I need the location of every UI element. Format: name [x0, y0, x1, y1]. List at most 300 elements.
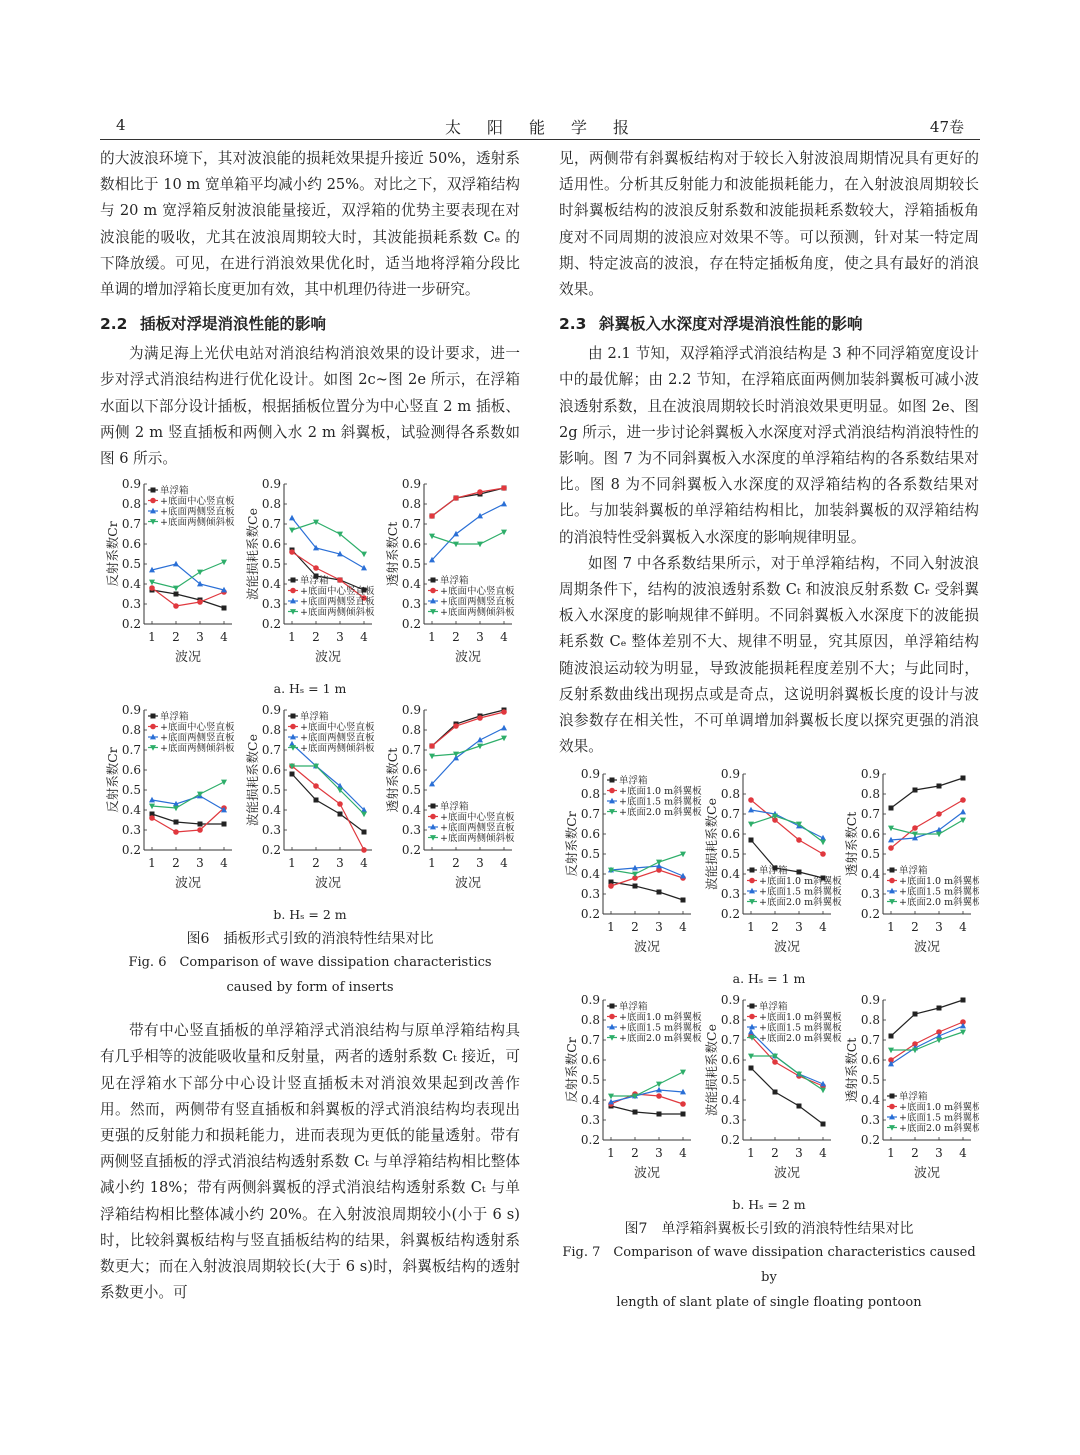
legend-marker: [430, 588, 436, 594]
data-point-s1-1: [749, 1066, 754, 1071]
panel-3: [385, 703, 515, 891]
legend-marker: [890, 868, 895, 873]
chart-fig7b: [559, 992, 979, 1192]
data-point-s1-1: [290, 772, 295, 777]
y-tick-label: 0.3: [401, 823, 421, 838]
paragraph-intro: 的大波浪环境下，其对波浪能的损耗效果提升接近 50%，透射系数相比于 10 m 宽单箱平均减小约 25%。对比之下，双浮箱结构与 20 m 宽浮箱反射波浪能量接近，双浮箱的优势主要表现在对波浪能的吸收，尤其在波浪周期较大时，其波能损耗系数 Cₑ 的下降放缓。可见，在进行消浪效果优化时，适当地将浮箱分段比单调的增加浮箱长度更加有效，其中机理仍待进一步研究。: [100, 150, 520, 299]
legend-label: 单浮箱: [619, 1001, 648, 1013]
data-point-s2-4: [820, 852, 826, 858]
series-line-2: [152, 808, 224, 832]
data-point-s2-4: [960, 798, 966, 804]
legend-marker: [609, 788, 615, 794]
y-tick-label: 0.3: [261, 597, 281, 612]
y-axis-label: 透射系数Ct: [844, 812, 859, 877]
y-tick-label: 0.4: [401, 803, 421, 818]
data-point-s1-4: [681, 898, 686, 903]
data-point-s4-4: [820, 840, 826, 846]
y-tick-label: 0.2: [261, 617, 281, 632]
series-line-3: [432, 504, 504, 560]
data-point-s4-1: [429, 754, 435, 760]
legend-label: 单浮箱: [619, 775, 648, 787]
data-point-s1-3: [338, 812, 343, 817]
legend-marker: [151, 714, 156, 719]
x-tick-label: 3: [336, 630, 344, 645]
data-point-s4-2: [173, 586, 179, 592]
legend-label: +底面两侧倾斜板: [440, 833, 515, 845]
data-point-s2-2: [772, 1060, 778, 1066]
legend-label: +底面1.5 m斜翼板: [899, 886, 979, 898]
left-column: [100, 146, 520, 1306]
legend: [288, 711, 375, 755]
y-tick-label: 0.7: [580, 807, 600, 822]
y-tick-label: 0.8: [720, 787, 740, 802]
y-tick-label: 0.7: [860, 1033, 880, 1048]
series-line-4: [152, 562, 224, 588]
data-point-s1-2: [633, 1110, 638, 1115]
y-axis-label: 反射系数Cr: [564, 811, 579, 878]
data-point-s1-1: [749, 838, 754, 843]
y-tick-label: 0.2: [401, 843, 421, 858]
y-tick-label: 0.6: [580, 1053, 600, 1068]
x-tick-label: 2: [771, 920, 779, 935]
legend-label: +底面1.0 m斜翼板: [899, 1102, 979, 1114]
x-tick-label: 3: [795, 1146, 803, 1161]
y-tick-label: 0.5: [580, 847, 600, 862]
data-point-s2-4: [361, 847, 367, 853]
legend-marker: [749, 1014, 755, 1020]
y-tick-label: 0.7: [720, 807, 740, 822]
x-tick-label: 2: [452, 856, 460, 871]
y-tick-label: 0.6: [401, 537, 421, 552]
legend-marker: [150, 724, 156, 730]
y-tick-label: 0.3: [121, 823, 141, 838]
y-tick-label: 0.4: [121, 577, 141, 592]
y-tick-label: 0.2: [720, 1133, 740, 1148]
data-point-s2-3: [936, 812, 942, 818]
chart-fig6b: [100, 702, 520, 902]
y-tick-label: 0.8: [720, 1013, 740, 1028]
y-tick-label: 0.3: [580, 1113, 600, 1128]
series-line-3: [152, 796, 224, 810]
y-tick-label: 0.5: [860, 847, 880, 862]
series-line-4: [432, 738, 504, 756]
data-point-s2-3: [656, 1094, 662, 1100]
panel-3: [844, 993, 979, 1181]
series-line-3: [292, 518, 364, 568]
data-point-s3-2: [453, 531, 459, 537]
x-tick-label: 2: [172, 856, 180, 871]
y-tick-label: 0.2: [860, 907, 880, 922]
y-tick-label: 0.6: [720, 1053, 740, 1068]
legend-label: 单浮箱: [899, 865, 928, 877]
fig6-subcaption-b: b. Hₛ = 2 m: [273, 907, 347, 923]
legend-label: +底面两侧倾斜板: [300, 607, 375, 619]
legend-label: 单浮箱: [759, 865, 788, 877]
y-tick-label: 0.9: [401, 477, 421, 492]
data-point-s2-2: [453, 723, 459, 729]
data-point-s1-2: [174, 592, 179, 597]
y-tick-label: 0.6: [860, 1053, 880, 1068]
legend: [887, 865, 979, 909]
data-point-s1-2: [773, 1090, 778, 1095]
x-tick-label: 1: [607, 920, 615, 935]
series-line-1: [432, 710, 504, 746]
legend-marker: [750, 868, 755, 873]
data-point-s2-1: [429, 743, 435, 749]
y-tick-label: 0.9: [261, 703, 281, 718]
data-point-s2-3: [197, 827, 203, 833]
y-tick-label: 0.9: [401, 703, 421, 718]
y-tick-label: 0.8: [860, 1013, 880, 1028]
data-point-s2-1: [748, 798, 754, 804]
x-tick-label: 2: [631, 1146, 639, 1161]
y-axis-label: 波能损耗系数Ce: [245, 734, 260, 827]
series-line-4: [891, 1032, 963, 1050]
figure-7: [559, 766, 979, 1315]
series-line-2: [432, 488, 504, 516]
legend: [148, 711, 235, 755]
y-tick-label: 0.2: [401, 617, 421, 632]
legend: [428, 575, 515, 619]
y-tick-label: 0.8: [261, 497, 281, 512]
y-tick-label: 0.5: [261, 783, 281, 798]
y-tick-label: 0.3: [401, 597, 421, 612]
paragraph-continued: 见，两侧带有斜翼板结构对于较长入射波浪周期情况具有更好的适用性。分析其反射能力和波能损耗能力，在入射波浪周期较长时斜翼板结构的波浪反射系数和波能损耗系数较大，浮箱插板角度对不同周期的波浪应对效果不等。可以预测，针对某一特定周期、特定波高的波浪，存在特定插板角度，使之具有最好的消浪效果。: [559, 150, 979, 299]
series-line-1: [751, 1068, 823, 1124]
volume-label: 47卷: [929, 118, 964, 136]
series-line-2: [891, 800, 963, 848]
legend-label: +底面1.0 m斜翼板: [759, 876, 842, 888]
data-point-s1-4: [362, 830, 367, 835]
data-point-s4-4: [820, 1088, 826, 1094]
y-tick-label: 0.6: [860, 827, 880, 842]
y-tick-label: 0.7: [401, 743, 421, 758]
y-tick-label: 0.9: [720, 767, 740, 782]
paragraph-2-3a: 由 2.1 节知，双浮箱浮式消浪结构是 3 种不同浮箱宽度设计中的最优解；由 2.2 节知，在浮箱底面两侧加装斜翼板可减小波浪透射系数，且在波浪周期较长时消浪效果更明显。如图 2e、图 2g 所示，进一步讨论斜翼板入水深度对浮式消浪结构消浪特性的影响。图 7 为不同斜翼板入水深度的单浮箱结构的各系数结果对比。图 8 为不同斜翼板入水深度的双浮箱结构的各系数结果对比。与加装斜翼板的单浮箱结构相比，加装斜翼板的双浮箱结构的消浪特性受斜翼板入水深度的影响规律明显。: [559, 345, 979, 546]
legend-marker: [889, 1104, 895, 1110]
y-tick-label: 0.8: [401, 497, 421, 512]
data-point-s3-1: [748, 807, 754, 813]
x-tick-label: 1: [887, 920, 895, 935]
data-point-s3-4: [361, 565, 367, 571]
series-line-4: [891, 820, 963, 834]
legend-label: 单浮箱: [899, 1091, 928, 1103]
y-tick-label: 0.4: [580, 1093, 600, 1108]
legend-label: +底面1.5 m斜翼板: [619, 1022, 702, 1034]
legend-label: +底面两侧倾斜板: [300, 743, 375, 755]
y-tick-label: 0.6: [580, 827, 600, 842]
x-tick-label: 4: [220, 856, 228, 871]
legend-marker: [431, 578, 436, 583]
y-tick-label: 0.5: [121, 557, 141, 572]
y-tick-label: 0.6: [121, 537, 141, 552]
section-number: 2.2: [100, 315, 128, 334]
x-tick-label: 1: [747, 920, 755, 935]
data-point-s2-1: [608, 884, 614, 890]
y-tick-label: 0.5: [261, 557, 281, 572]
data-point-s2-2: [912, 826, 918, 832]
fig6-caption-en-2: caused by form of inserts: [226, 980, 394, 996]
y-tick-label: 0.9: [580, 767, 600, 782]
x-tick-label: 4: [360, 856, 368, 871]
panel-2: [704, 767, 842, 955]
fig6-caption-zh: 图6 插板形式引致的消浪特性结果对比: [186, 931, 434, 948]
y-tick-label: 0.9: [580, 993, 600, 1008]
legend-label: +底面两侧倾斜板: [160, 743, 235, 755]
y-axis-label: 反射系数Cr: [105, 521, 120, 588]
legend-label: +底面2.0 m斜翼板: [899, 1123, 979, 1135]
right-column: [559, 146, 979, 1315]
panel-2: [704, 993, 842, 1181]
data-point-s1-4: [961, 998, 966, 1003]
y-tick-label: 0.8: [121, 723, 141, 738]
section-heading-2-2: [100, 313, 520, 335]
legend-label: +底面1.5 m斜翼板: [759, 886, 842, 898]
data-point-s1-2: [633, 884, 638, 889]
data-point-s4-4: [361, 552, 367, 558]
data-point-s2-2: [453, 495, 459, 501]
legend-marker: [890, 1094, 895, 1099]
series-line-1: [152, 814, 224, 824]
legend-label: +底面2.0 m斜翼板: [899, 897, 979, 909]
fig7-subcaption-b: b. Hₛ = 2 m: [732, 1197, 806, 1213]
y-tick-label: 0.5: [580, 1073, 600, 1088]
fig7-caption-zh: 图7 单浮箱斜翼板长引致的消浪特性结果对比: [624, 1221, 914, 1238]
y-tick-label: 0.4: [261, 803, 281, 818]
panel-1: [564, 993, 702, 1181]
section-heading-2-3: [559, 313, 979, 335]
y-axis-label: 反射系数Cr: [105, 747, 120, 814]
x-tick-label: 4: [819, 920, 827, 935]
legend-label: +底面2.0 m斜翼板: [759, 897, 842, 909]
x-tick-label: 3: [196, 856, 204, 871]
data-point-s1-3: [937, 784, 942, 789]
y-tick-label: 0.8: [261, 723, 281, 738]
y-tick-label: 0.9: [860, 767, 880, 782]
data-point-s4-4: [960, 818, 966, 824]
y-tick-label: 0.4: [860, 867, 880, 882]
legend-label: +底面2.0 m斜翼板: [759, 1033, 842, 1045]
x-tick-label: 3: [476, 856, 484, 871]
fig7-caption-en-2: length of slant plate of single floating pontoon: [616, 1295, 922, 1311]
section-number: 2.3: [559, 315, 587, 334]
x-tick-label: 2: [452, 630, 460, 645]
y-tick-label: 0.8: [580, 1013, 600, 1028]
y-tick-label: 0.4: [121, 803, 141, 818]
legend-label: +底面1.0 m斜翼板: [619, 1012, 702, 1024]
y-axis-label: 波能损耗系数Ce: [704, 1024, 719, 1117]
x-axis-label: 波况: [314, 650, 342, 666]
data-point-s1-3: [797, 870, 802, 875]
y-tick-label: 0.4: [720, 1093, 740, 1108]
data-point-s2-1: [149, 815, 155, 821]
fig6-subcaption-a: a. Hₛ = 1 m: [273, 681, 347, 697]
data-point-s1-4: [222, 822, 227, 827]
legend-label: +底面2.0 m斜翼板: [619, 807, 702, 819]
series-line-2: [891, 1022, 963, 1060]
x-axis-label: 波况: [314, 876, 342, 892]
x-axis-label: 波况: [633, 940, 661, 956]
legend-label: +底面1.0 m斜翼板: [899, 876, 979, 888]
data-point-s1-2: [174, 820, 179, 825]
panel-2: [245, 703, 375, 891]
legend: [607, 775, 702, 819]
y-tick-label: 0.3: [860, 887, 880, 902]
legend-marker: [291, 714, 296, 719]
y-tick-label: 0.3: [261, 823, 281, 838]
series-line-2: [432, 712, 504, 746]
legend-label: +底面中心竖直板: [160, 496, 235, 508]
data-point-s4-1: [748, 822, 754, 828]
fig6-caption-en-1: Fig. 6 Comparison of wave dissipation characteristics: [128, 955, 492, 971]
legend-label: +底面1.0 m斜翼板: [619, 786, 702, 798]
x-tick-label: 2: [771, 1146, 779, 1161]
y-tick-label: 0.2: [580, 907, 600, 922]
y-tick-label: 0.7: [860, 807, 880, 822]
y-tick-label: 0.5: [401, 557, 421, 572]
x-axis-label: 波况: [174, 650, 202, 666]
data-point-s1-3: [657, 1112, 662, 1117]
data-point-s3-4: [501, 501, 507, 507]
data-point-s3-4: [501, 725, 507, 731]
y-tick-label: 0.2: [860, 1133, 880, 1148]
data-point-s1-3: [797, 1104, 802, 1109]
x-tick-label: 1: [607, 1146, 615, 1161]
legend-marker: [749, 878, 755, 884]
data-point-s1-1: [889, 806, 894, 811]
y-tick-label: 0.7: [261, 517, 281, 532]
y-tick-label: 0.6: [261, 763, 281, 778]
legend-label: 单浮箱: [160, 485, 189, 497]
data-point-s3-3: [656, 1087, 662, 1093]
panel-3: [844, 767, 979, 955]
legend: [288, 575, 375, 619]
paragraph-2-2: 为满足海上光伏电站对消浪结构消浪效果的设计要求，进一步对浮式消浪结构进行优化设计。如图 2c~图 2e 所示，在浮箱水面以下部分设计插板，根据插板位置分为中心竖直 2 m 插板、两侧 2 m 竖直插板和两侧入水 2 m 斜翼板，试验测得各系数如图 6 所示。: [100, 345, 520, 468]
y-tick-label: 0.6: [121, 763, 141, 778]
x-tick-label: 4: [959, 920, 967, 935]
x-axis-label: 波况: [913, 1166, 941, 1182]
chart-fig7a: [559, 766, 979, 966]
x-tick-label: 3: [655, 920, 663, 935]
legend: [428, 801, 515, 845]
legend: [607, 1001, 702, 1045]
x-axis-label: 波况: [174, 876, 202, 892]
series-line-1: [432, 488, 504, 516]
panel-1: [564, 767, 702, 955]
y-tick-label: 0.2: [121, 843, 141, 858]
legend-marker: [889, 878, 895, 884]
legend-label: +底面中心竖直板: [440, 812, 515, 824]
data-point-s2-3: [337, 577, 343, 583]
y-tick-label: 0.9: [261, 477, 281, 492]
x-tick-label: 3: [935, 920, 943, 935]
x-axis-label: 波况: [773, 940, 801, 956]
legend-marker: [430, 814, 436, 820]
legend: [148, 485, 235, 529]
series-line-2: [751, 800, 823, 854]
data-point-s2-3: [197, 599, 203, 605]
x-tick-label: 2: [911, 920, 919, 935]
y-tick-label: 0.2: [720, 907, 740, 922]
series-line-1: [152, 590, 224, 608]
y-tick-label: 0.5: [121, 783, 141, 798]
legend-marker: [290, 724, 296, 730]
y-tick-label: 0.5: [720, 1073, 740, 1088]
data-point-s4-3: [197, 570, 203, 576]
y-tick-label: 0.3: [860, 1113, 880, 1128]
y-tick-label: 0.7: [121, 743, 141, 758]
legend-label: +底面两侧竖直板: [300, 732, 375, 744]
x-tick-label: 2: [172, 630, 180, 645]
x-tick-label: 1: [148, 630, 156, 645]
x-tick-label: 3: [655, 1146, 663, 1161]
data-point-s2-4: [680, 1102, 686, 1108]
x-tick-label: 3: [476, 630, 484, 645]
data-point-s1-2: [913, 788, 918, 793]
data-point-s2-2: [313, 783, 319, 789]
data-point-s2-1: [289, 549, 295, 555]
data-point-s2-1: [429, 513, 435, 519]
y-tick-label: 0.7: [720, 1033, 740, 1048]
y-tick-label: 0.7: [261, 743, 281, 758]
x-tick-label: 2: [312, 630, 320, 645]
legend-marker: [290, 588, 296, 594]
legend-label: +底面中心竖直板: [440, 586, 515, 598]
legend-label: +底面两侧竖直板: [160, 506, 235, 518]
legend-label: +底面1.5 m斜翼板: [899, 1112, 979, 1124]
y-tick-label: 0.4: [261, 577, 281, 592]
x-axis-label: 波况: [454, 650, 482, 666]
x-tick-label: 3: [336, 856, 344, 871]
legend-label: +底面中心竖直板: [300, 586, 375, 598]
series-line-4: [292, 522, 364, 554]
y-tick-label: 0.8: [580, 787, 600, 802]
legend-marker: [431, 804, 436, 809]
x-tick-label: 4: [220, 630, 228, 645]
y-tick-label: 0.4: [580, 867, 600, 882]
legend: [887, 1091, 979, 1135]
legend-label: 单浮箱: [440, 801, 469, 813]
legend-label: 单浮箱: [300, 575, 329, 587]
legend-label: +底面中心竖直板: [300, 722, 375, 734]
data-point-s2-2: [313, 565, 319, 571]
panel-3: [385, 477, 515, 665]
paragraph-2-3b: 如图 7 中各系数结果所示，对于单浮箱结构，不同入射波浪周期条件下，结构的波浪透射系数 Cₜ 和波浪反射系数 Cᵣ 受斜翼板入水深度的影响规律不鲜明。不同斜翼板入水深度下的波能损耗系数 Cₑ 整体差别不大、规律不明显，究其原因，单浮箱结构随波浪运动较为明显，导致波能损耗程度差别不大；与此同时，反射系数曲线出现拐点或是奇点，这说明斜翼板长度的设计与波浪参数存在相关性，不可单调增加斜翼板长度以探究更强的消浪效果。: [559, 554, 979, 756]
data-point-s2-4: [501, 485, 507, 491]
x-tick-label: 3: [935, 1146, 943, 1161]
y-tick-label: 0.8: [860, 787, 880, 802]
data-point-s1-4: [681, 1112, 686, 1117]
y-tick-label: 0.7: [401, 517, 421, 532]
data-point-s3-4: [960, 809, 966, 815]
fig7-caption-en-1: Fig. 7 Comparison of wave dissipation characteristics caused by: [562, 1245, 976, 1286]
y-tick-label: 0.5: [860, 1073, 880, 1088]
x-tick-label: 4: [500, 856, 508, 871]
y-tick-label: 0.5: [720, 847, 740, 862]
legend-label: 单浮箱: [160, 711, 189, 723]
legend-label: +底面两侧倾斜板: [160, 517, 235, 529]
data-point-s2-2: [173, 829, 179, 835]
x-tick-label: 2: [911, 1146, 919, 1161]
data-point-s4-4: [361, 812, 367, 818]
legend-label: 单浮箱: [300, 711, 329, 723]
x-tick-label: 1: [428, 856, 436, 871]
legend-label: +底面中心竖直板: [160, 722, 235, 734]
y-tick-label: 0.3: [720, 1113, 740, 1128]
data-point-s1-2: [314, 798, 319, 803]
x-tick-label: 2: [631, 920, 639, 935]
y-tick-label: 0.8: [121, 497, 141, 512]
